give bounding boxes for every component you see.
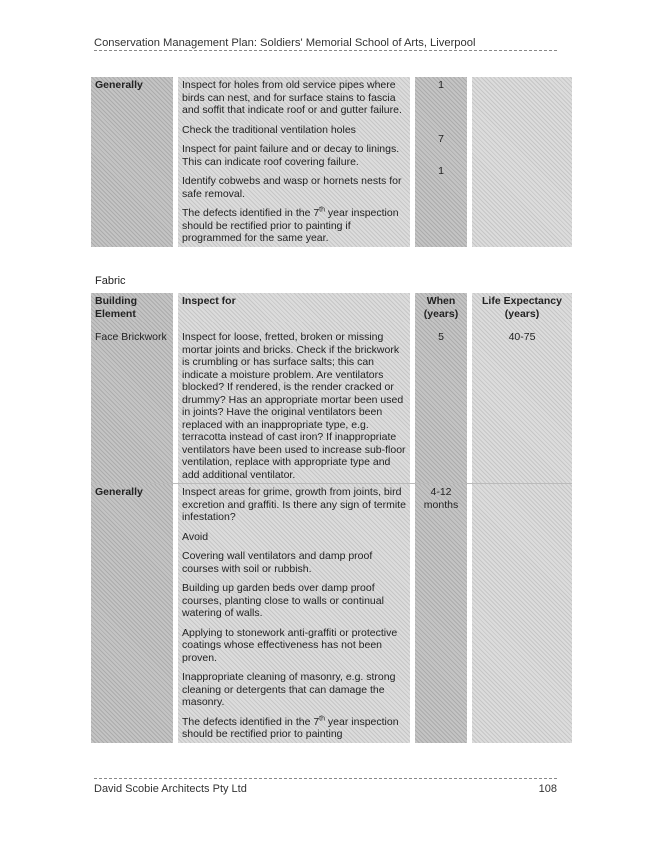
inspect-paragraph: The defects identified in the 7th year inspection should be rectified prior to painting <box>182 715 399 740</box>
inspect-paragraph: Inspect for paint failure and or decay to linings. This can indicate roof covering failure. <box>182 143 400 168</box>
life-cell <box>472 77 572 247</box>
when-value: 1 <box>438 165 444 177</box>
table-row <box>91 484 572 743</box>
life-cell: 40-75 <box>472 322 572 484</box>
inspect-cell: Inspect for loose, fretted, broken or missing mortar joints and bricks. Check if the brickwork is crumbling or has surface salts; this can indicate a moisture problem. Are ventilators blocked? If rendered, is the render cracked or drummy? Has an appropriate mortar been used in joints? Have the original ventilators been replaced with an inappropriate type, e.g. terracotta instead of cast iron? If inappropriate ventilators have been used to increase sub-floor ventilation, replace with appropriate type and add additional ventilator. <box>178 322 410 484</box>
life-cell <box>472 484 572 743</box>
inspect-cell <box>178 77 410 247</box>
footer-company: David Scobie Architects Pty Ltd <box>94 783 247 795</box>
table-row <box>91 322 572 484</box>
column-header: Building Element <box>91 293 173 322</box>
column-header: When (years) <box>415 293 467 322</box>
page-footer <box>94 778 557 795</box>
when-cell: 5 <box>415 322 467 484</box>
element-cell: Face Brickwork <box>91 322 173 484</box>
element-cell: Generally <box>91 77 173 247</box>
inspect-paragraph: Inspect for holes from old service pipes where birds can nest, and for surface stains to fascia and soffit that indicate roof or and gutter failure. <box>182 79 402 116</box>
inspect-paragraph: Building up garden beds over damp proof courses, planting close to walls or continual watering of walls. <box>182 582 384 619</box>
section-title: Fabric <box>95 275 126 287</box>
column-header: Inspect for <box>178 293 410 322</box>
column-header: Life Expectancy (years) <box>472 293 572 322</box>
table-row <box>91 77 572 247</box>
when-value: 1 <box>438 79 444 91</box>
inspection-table-roof <box>91 77 572 247</box>
page-number: 108 <box>538 783 557 795</box>
inspect-cell <box>178 484 410 743</box>
when-cell <box>415 77 467 247</box>
table-header-row <box>91 293 572 322</box>
inspect-paragraph: Inspect areas for grime, growth from joints, bird excretion and graffiti. Is there any sign of termite infestation? <box>182 486 406 523</box>
inspect-paragraph: The defects identified in the 7th year inspection should be rectified prior to painting if programmed for the same year. <box>182 206 399 244</box>
inspect-paragraph: Applying to stonework anti-graffiti or protective coatings whose effectiveness has not been proven. <box>182 626 398 664</box>
inspect-paragraph: Check the traditional ventilation holes <box>182 123 356 136</box>
when-cell: 4-12 months <box>415 484 467 743</box>
when-value: 7 <box>438 132 444 145</box>
inspect-paragraph: Covering wall ventilators and damp proof courses with soil or rubbish. <box>182 550 373 575</box>
inspect-paragraph: Identify cobwebs and wasp or hornets nests for safe removal. <box>182 175 402 200</box>
inspect-paragraph: Inappropriate cleaning of masonry, e.g. strong cleaning or detergents that can damage the masonry. <box>182 671 396 708</box>
page-header: Conservation Management Plan: Soldiers' Memorial School of Arts, Liverpool <box>94 37 557 51</box>
inspection-table-fabric <box>91 293 572 743</box>
inspect-paragraph: Avoid <box>182 530 209 543</box>
element-cell: Generally <box>91 484 173 743</box>
